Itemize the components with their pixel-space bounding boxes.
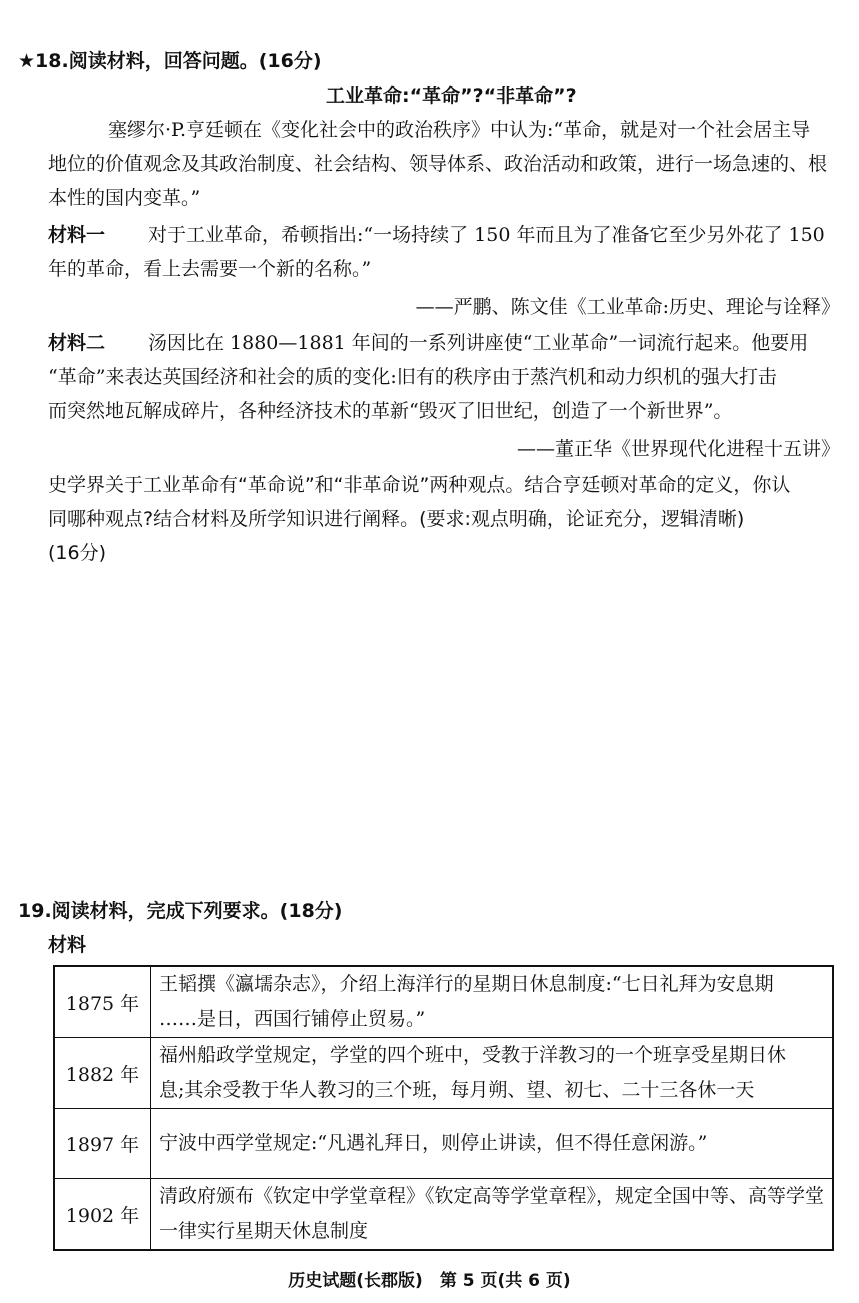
year-cell: 1897 年 [54, 1109, 150, 1179]
q18-intro [48, 115, 848, 215]
intro-line: 地位的价值观念及其政治制度、社会结构、领导体系、政治活动和政策，进行一场急速的、根 [48, 153, 828, 175]
q18-question [48, 470, 848, 570]
description-line: 清政府颁布《钦定中学堂章程》《钦定高等学堂章程》，规定全国中等、高等学堂 [158, 1185, 824, 1207]
description-line: ……是日，西国行铺停止贸易。” [158, 1008, 426, 1030]
description-cell [150, 1038, 833, 1109]
question-line: 史学界关于工业革命有“革命说”和“非革命说”两种观点。结合亨廷顿对革命的定义，你认 [48, 474, 791, 496]
year-cell: 1875 年 [54, 966, 150, 1038]
intro-line: 塞缪尔·P.亨廷顿在《变化社会中的政治秩序》中认为:“革命，就是对一个社会居主导 [108, 119, 811, 141]
table-row [54, 1179, 833, 1251]
description-line: 息;其余受教于华人教习的三个班，每月朔、望、初七、二十三各休一天 [158, 1079, 755, 1101]
material-two-source: ——董正华《世界现代化进程十五讲》 [516, 438, 840, 460]
question-line: 同哪种观点?结合材料及所学知识进行阐释。(要求:观点明确，论证充分，逻辑清晰) [48, 508, 745, 530]
q19-header: 19.阅读材料，完成下列要求。(18分) [18, 900, 343, 922]
description-line: 王韬撰《瀛壖杂志》，介绍上海洋行的星期日休息制度:“七日礼拜为安息期 [158, 973, 774, 995]
material-table [53, 965, 834, 1251]
material-two [48, 328, 848, 468]
material-two-line: “革命”来表达英国经济和社会的质的变化:旧有的秩序由于蒸汽机和动力织机的强大打击 [48, 366, 777, 388]
q19-material-label: 材料 [48, 934, 87, 956]
table-row [54, 1109, 833, 1179]
description-line: 福州船政学堂规定，学堂的四个班中，受教于洋教习的一个班享受星期日休 [158, 1044, 786, 1066]
material-one-line: 年的革命，看上去需要一个新的名称。” [48, 258, 372, 280]
description-line: 宁波中西学堂规定:“凡遇礼拜日，则停止讲读，但不得任意闲游。” [158, 1132, 708, 1154]
q18-header: ★18.阅读材料，回答问题。(16分) [18, 50, 322, 72]
material-one-line: 对于工业革命，希顿指出:“一场持续了 150 年而且为了准备它至少另外花了 150 [148, 224, 825, 246]
year-cell: 1882 年 [54, 1038, 150, 1109]
material-one-source: ——严鹏、陈文佳《工业革命:历史、理论与诠释》 [415, 296, 840, 318]
table-row [54, 1038, 833, 1109]
question-line: (16分) [48, 542, 107, 564]
material-two-label: 材料二 [48, 332, 106, 354]
description-line: 一律实行星期天休息制度 [158, 1220, 368, 1242]
material-two-line: 而突然地瓦解成碎片，各种经济技术的革新“毁灭了旧世纪，创造了一个新世界”。 [48, 400, 733, 422]
page-footer: 历史试题(长郡版) 第 5 页(共 6 页) [288, 1271, 571, 1291]
description-cell [150, 1179, 833, 1251]
year-cell: 1902 年 [54, 1179, 150, 1251]
description-cell [150, 1109, 833, 1179]
material-two-line: 汤因比在 1880—1881 年间的一系列讲座使“工业革命”一词流行起来。他要用 [148, 332, 809, 354]
table-row [54, 966, 833, 1038]
material-one [48, 220, 848, 330]
q18-title: 工业革命:“革命”?“非革命”? [326, 85, 577, 107]
intro-line: 本性的国内变革。” [48, 187, 201, 209]
description-cell [150, 966, 833, 1038]
material-one-label: 材料一 [48, 224, 106, 246]
